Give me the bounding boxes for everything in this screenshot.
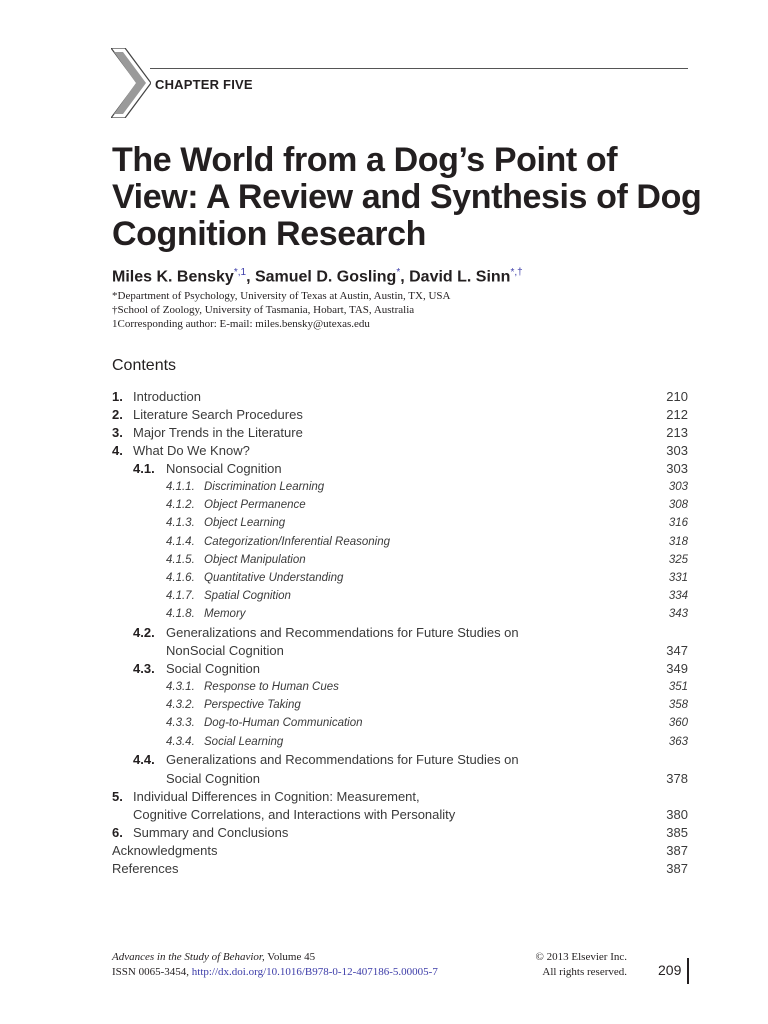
toc-entry-page: 331 — [668, 571, 688, 584]
toc-entry-number: 5. — [112, 788, 123, 804]
affiliation: †School of Zoology, University of Tasmania, Hobart, TAS, Australia — [112, 304, 415, 316]
toc-entry-page: 308 — [668, 499, 688, 512]
toc-entry-label: Acknowledgments — [112, 843, 218, 859]
toc-entry-page: 303 — [666, 443, 688, 459]
toc-entry-page: 358 — [668, 699, 688, 712]
toc-entry[interactable] — [112, 733, 688, 751]
toc-entry-number: 4.1.1. — [166, 481, 195, 494]
toc-entry[interactable] — [112, 805, 688, 823]
toc-entry[interactable] — [112, 605, 688, 623]
toc-entry-label: Dog-to-Human Communication — [204, 717, 363, 730]
toc-entry[interactable] — [112, 460, 688, 478]
toc-entry[interactable] — [112, 387, 688, 405]
toc-entry-label: Summary and Conclusions — [133, 825, 289, 841]
toc-entry-number: 4.1. — [133, 461, 155, 477]
toc-entry-page: 380 — [666, 806, 688, 822]
toc-entry[interactable] — [112, 569, 688, 587]
toc-entry[interactable] — [112, 587, 688, 605]
toc-entry[interactable] — [112, 642, 688, 660]
toc-entry-page: 303 — [668, 481, 688, 494]
toc-entry-number: 4.3.2. — [166, 699, 195, 712]
author-mark: *,† — [510, 267, 523, 278]
author-mark: * — [396, 267, 401, 278]
toc-entry[interactable] — [112, 496, 688, 514]
toc-entry[interactable] — [112, 405, 688, 423]
toc-entry-label: Individual Differences in Cognition: Measurement, — [133, 788, 420, 804]
toc-entry-page: 349 — [666, 661, 688, 677]
toc-entry-label: Object Manipulation — [204, 553, 306, 566]
toc-entry-number: 4.3. — [133, 661, 155, 677]
toc-entry[interactable] — [112, 551, 688, 569]
footer — [112, 950, 627, 980]
chapter-label: CHAPTER FIVE — [155, 77, 253, 92]
toc-entry-number: 2. — [112, 406, 123, 422]
toc-entry-label: Response to Human Cues — [204, 681, 339, 694]
toc-entry-number: 4.1.6. — [166, 571, 195, 584]
toc-entry-label: Discrimination Learning — [204, 481, 325, 494]
series-title: Advances in the Study of Behavior, — [112, 951, 265, 963]
toc-entry-label: Memory — [204, 608, 246, 621]
chapter-rule — [150, 68, 688, 69]
toc-entry-number: 4.1.5. — [166, 553, 195, 566]
toc-entry-label: Quantitative Understanding — [204, 571, 344, 584]
toc-entry-page: 385 — [666, 825, 688, 841]
affiliation: 1Corresponding author: E-mail: miles.bensky@utexas.edu — [112, 318, 370, 330]
toc-entry-page: 347 — [666, 643, 688, 659]
author-mark: *,1 — [233, 267, 247, 278]
toc-entry-label: Categorization/Inferential Reasoning — [204, 535, 391, 548]
toc-entry-number: 1. — [112, 388, 123, 404]
author-name: Miles K. Bensky — [112, 268, 234, 286]
toc-entry-label: Object Learning — [204, 517, 286, 530]
copyright: © 2013 Elsevier Inc. — [535, 951, 627, 963]
toc-entry-page: 318 — [668, 535, 688, 548]
author-name: David L. Sinn — [409, 268, 511, 286]
toc-entry-number: 4.1.8. — [166, 608, 195, 621]
toc-entry-page: 212 — [666, 406, 688, 422]
toc-entry[interactable] — [112, 714, 688, 732]
toc-entry[interactable] — [112, 787, 688, 805]
toc-entry[interactable] — [112, 423, 688, 441]
toc-entry-label: Major Trends in the Literature — [133, 424, 303, 440]
toc-entry-number: 6. — [112, 825, 123, 841]
toc-entry[interactable] — [112, 660, 688, 678]
toc-entry-page: 387 — [666, 843, 688, 859]
toc-entry-page: 387 — [666, 861, 688, 877]
toc-entry-number: 4.3.1. — [166, 681, 195, 694]
toc-entry-number: 4.1.4. — [166, 535, 195, 548]
toc-entry-label: What Do We Know? — [133, 443, 250, 459]
page-number: 209 — [658, 962, 682, 978]
toc-entry-number: 3. — [112, 424, 123, 440]
toc-entry-label: Generalizations and Recommendations for Future Studies on — [166, 752, 519, 768]
chapter-chevron-icon — [111, 48, 151, 118]
toc-entry-label: Social Cognition — [166, 661, 260, 677]
toc-entry-label: Spatial Cognition — [204, 590, 291, 603]
toc-entry[interactable] — [112, 860, 688, 878]
toc-entry[interactable] — [112, 442, 688, 460]
toc-entry-page: 213 — [666, 424, 688, 440]
author-list: Miles K. Bensky$^{*,1}$, Samuel D. Gosling*, David L. Sinn*,† — [112, 267, 523, 286]
toc-entry-label: Perspective Taking — [204, 699, 301, 712]
toc-entry[interactable] — [112, 824, 688, 842]
toc-entry[interactable] — [112, 533, 688, 551]
toc-entry-number: 4.2. — [133, 625, 155, 641]
toc-entry-label: Nonsocial Cognition — [166, 461, 282, 477]
toc-entry-number: 4.1.3. — [166, 517, 195, 530]
toc-entry-page: 210 — [666, 388, 688, 404]
toc-entry-page: 325 — [668, 553, 688, 566]
toc-entry[interactable] — [112, 842, 688, 860]
toc-entry[interactable] — [112, 678, 688, 696]
toc-entry-label: Social Learning — [204, 735, 284, 748]
toc-entry[interactable] — [112, 769, 688, 787]
issn: ISSN 0065-3454, — [112, 966, 192, 978]
toc-entry-label: NonSocial Cognition — [166, 643, 284, 659]
toc-entry[interactable] — [112, 623, 688, 641]
toc-entry-label: References — [112, 861, 179, 877]
toc-entry-label: Cognitive Correlations, and Interactions with Personality — [133, 806, 456, 822]
toc-entry-page: 363 — [668, 735, 688, 748]
toc-entry-page: 378 — [666, 770, 688, 786]
volume: Volume 45 — [264, 951, 316, 963]
toc-entry-number: 4.4. — [133, 752, 155, 768]
toc-entry-page: 343 — [668, 608, 688, 621]
toc-entry-number: 4.3.4. — [166, 735, 195, 748]
toc-entry-label: Generalizations and Recommendations for Future Studies on — [166, 625, 519, 641]
toc-entry-page: 316 — [668, 517, 688, 530]
rights: All rights reserved. — [542, 966, 627, 978]
toc-entry[interactable] — [112, 696, 688, 714]
toc-entry-number: 4.3.3. — [166, 717, 195, 730]
affiliation: *Department of Psychology, University of Texas at Austin, Austin, TX, USA — [112, 290, 451, 302]
contents-heading: Contents — [112, 357, 177, 374]
table-of-contents — [112, 387, 688, 878]
toc-entry-label: Introduction — [133, 388, 201, 404]
page-bar — [687, 958, 689, 984]
toc-entry[interactable] — [112, 478, 688, 496]
toc-entry[interactable] — [112, 751, 688, 769]
toc-entry-label: Literature Search Procedures — [133, 406, 303, 422]
toc-entry-number: 4.1.2. — [166, 499, 195, 512]
author-name: Samuel D. Gosling — [254, 268, 397, 286]
toc-entry-page: 303 — [666, 461, 688, 477]
toc-entry-label: Object Permanence — [204, 499, 306, 512]
toc-entry-page: 334 — [668, 590, 688, 603]
toc-entry-label: Social Cognition — [166, 770, 260, 786]
toc-entry[interactable] — [112, 514, 688, 532]
toc-entry-number: 4. — [112, 443, 123, 459]
toc-entry-page: 360 — [668, 717, 688, 730]
doi-link[interactable]: http://dx.doi.org/10.1016/B978-0-12-407186-5.00005-7 — [191, 966, 438, 978]
chapter-title: The World from a Dog’s Point of View: A Review and Synthesis of Dog Cognition Research — [112, 141, 702, 253]
toc-entry-number: 4.1.7. — [166, 590, 195, 603]
toc-entry-page: 351 — [668, 681, 688, 694]
